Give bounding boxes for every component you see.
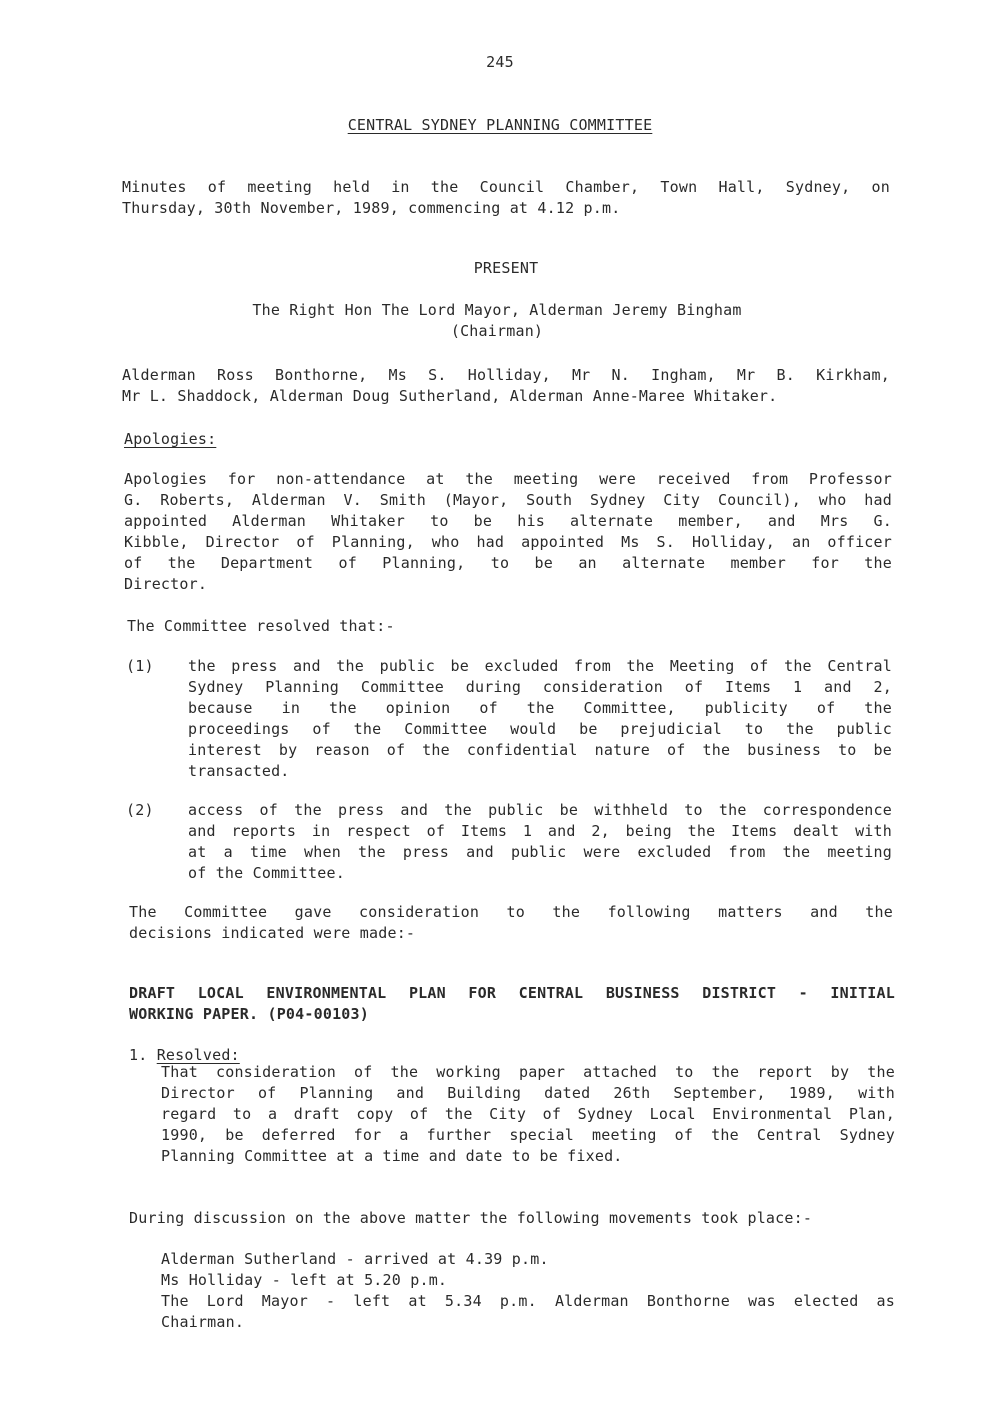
item-1-line: regard to a draft copy of the City of Sydney Local Environmental Plan, (161, 1105, 895, 1123)
movements-list (161, 1249, 895, 1333)
document-title-text: CENTRAL SYDNEY PLANNING COMMITTEE (347, 116, 653, 134)
item-1-number: 1. (129, 1046, 148, 1064)
movement-line-2: Ms Holliday - left at 5.20 p.m. (161, 1271, 448, 1289)
resolution-lead: The Committee resolved that:- (127, 617, 395, 635)
resolution-item-2-line: of the Committee. (188, 864, 345, 882)
intro-line-1: Minutes of meeting held in the Council Chamber, Town Hall, Sydney, on (122, 178, 890, 196)
item-1-line: That consideration of the working paper attached to the report by the (161, 1063, 895, 1081)
resolution-item-1-line: the press and the public be excluded from the Meeting of the Central (188, 657, 892, 675)
apologies-line: of the Department of Planning, to be an alternate member for the (124, 554, 892, 572)
apologies-line: Kibble, Director of Planning, who had appointed Ms S. Holliday, an officer (124, 533, 892, 551)
resolution-item-2-line: and reports in respect of Items 1 and 2, being the Items dealt with (188, 822, 892, 840)
resolution-item-2-line: at a time when the press and public were excluded from the meeting (188, 843, 892, 861)
item-1-resolution-text (161, 1062, 895, 1167)
members-line-2: Mr L. Shaddock, Alderman Doug Sutherland, Alderman Anne-Maree Whitaker. (122, 387, 778, 405)
apologies-line: G. Roberts, Alderman V. Smith (Mayor, South Sydney City Council), who had (124, 491, 892, 509)
resolution-item-1-number: (1) (126, 657, 154, 675)
movements-lead: During discussion on the above matter the following movements took place:- (129, 1209, 813, 1227)
apologies-line: Apologies for non-attendance at the meeting were received from Professor (124, 470, 892, 488)
present-heading: PRESENT (473, 259, 539, 277)
movement-line-3: The Lord Mayor - left at 5.34 p.m. Alderman Bonthorne was elected as (161, 1292, 895, 1310)
item-1-line: Planning Committee at a time and date to be fixed. (161, 1147, 623, 1165)
apologies-line: Director. (124, 575, 208, 593)
resolution-item-2-number: (2) (126, 801, 154, 819)
resolution-item-1-line: because in the opinion of the Committee, publicity of the (188, 699, 892, 717)
resolution-item-1 (188, 656, 892, 782)
resolution-item-1-line: transacted. (188, 762, 290, 780)
movement-line-1: Alderman Sutherland - arrived at 4.39 p.m. (161, 1250, 549, 1268)
consideration-line-2: decisions indicated were made:- (129, 924, 416, 942)
chairman-role: (Chairman) (450, 322, 544, 340)
page-number: 245 (486, 53, 514, 71)
item-1-resolved-label: Resolved: (156, 1046, 240, 1064)
consideration-paragraph (129, 902, 893, 944)
resolution-item-1-line: proceedings of the Committee would be prejudicial to the public (188, 720, 892, 738)
apologies-heading-text: Apologies: (124, 430, 217, 448)
chairman-line: The Right Hon The Lord Mayor, Alderman Jeremy Bingham (252, 301, 742, 319)
item-1-line: Director of Planning and Building dated 26th September, 1989, with (161, 1084, 895, 1102)
item-1-heading (129, 983, 895, 1025)
intro-paragraph (122, 177, 890, 219)
resolution-item-1-line: interest by reason of the confidential nature of the business to be (188, 741, 892, 759)
consideration-line-1: The Committee gave consideration to the following matters and the (129, 903, 893, 921)
resolution-item-1-line: Sydney Planning Committee during consideration of Items 1 and 2, (188, 678, 892, 696)
item-1-line: 1990, be deferred for a further special meeting of the Central Sydney (161, 1126, 895, 1144)
resolution-item-2 (188, 800, 892, 884)
apologies-heading (124, 429, 216, 450)
movement-line-4: Chairman. (161, 1313, 245, 1331)
item-1-heading-line-1: DRAFT LOCAL ENVIRONMENTAL PLAN FOR CENTRAL BUSINESS DISTRICT - INITIAL (129, 984, 895, 1002)
members-line-1: Alderman Ross Bonthorne, Ms S. Holliday, Mr N. Ingham, Mr B. Kirkham, (122, 366, 890, 384)
intro-line-2: Thursday, 30th November, 1989, commencing at 4.12 p.m. (122, 199, 621, 217)
apologies-paragraph (124, 469, 892, 595)
item-1-heading-line-2: WORKING PAPER. (P04-00103) (129, 1005, 369, 1023)
members-list (122, 365, 890, 407)
resolution-item-2-line: access of the press and the public be withheld to the correspondence (188, 801, 892, 819)
apologies-line: appointed Alderman Whitaker to be his alternate member, and Mrs G. (124, 512, 892, 530)
document-title (0, 115, 1000, 136)
